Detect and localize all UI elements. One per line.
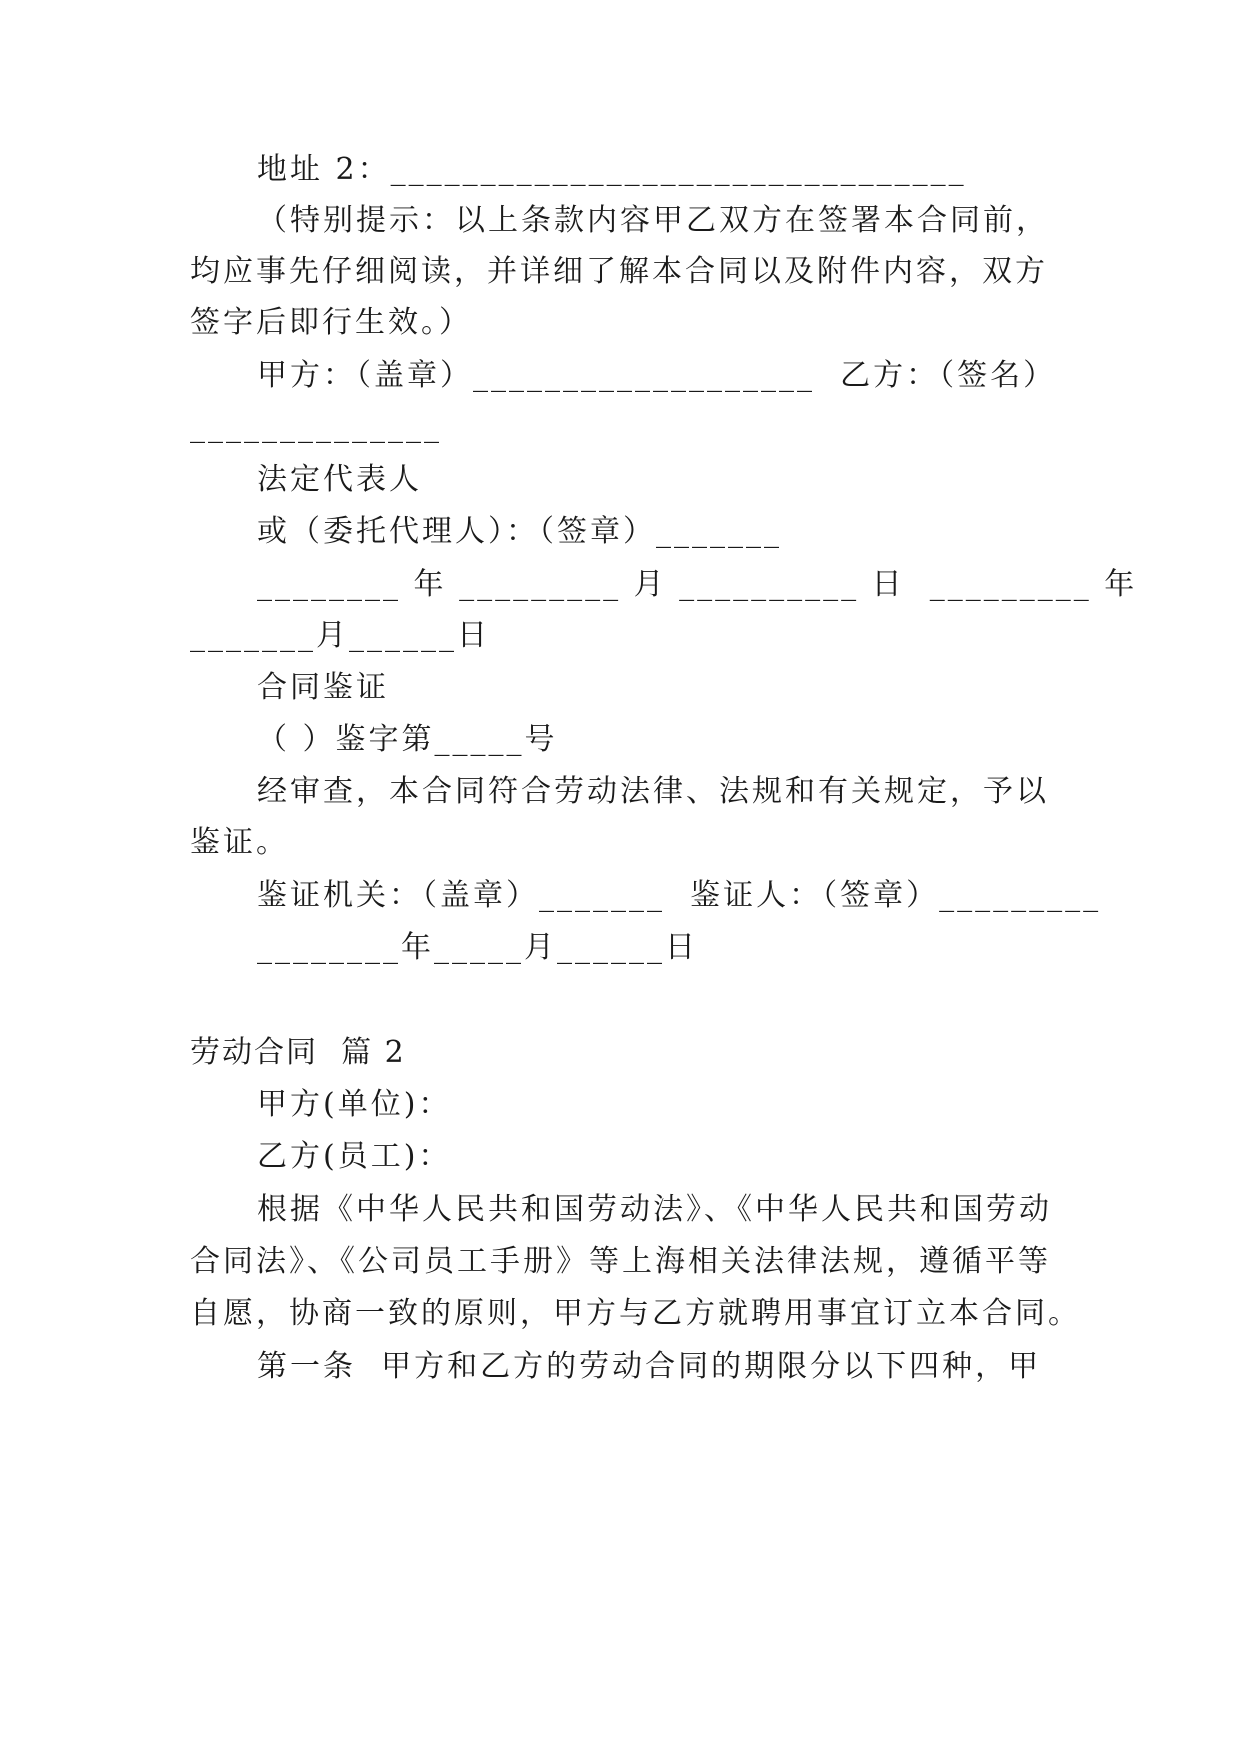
contract-verification-title: 合同鉴证	[257, 670, 389, 705]
special-notice-line-2: 均应事先仔细阅读，并详细了解本合同以及附件内容，双方	[190, 254, 1048, 289]
party-b-signature-blank: ______________	[190, 409, 442, 444]
party-a-unit-line: 甲方(单位)：	[257, 1087, 452, 1122]
date-line-2: _______月______日	[190, 618, 490, 653]
basis-paragraph-line-2: 合同法》、《公司员工手册》等上海相关法律法规，遵循平等	[190, 1244, 1051, 1279]
legal-representative-label: 法定代表人	[257, 462, 422, 497]
special-notice-line-1: （特别提示：以上条款内容甲乙双方在签署本合同前，	[257, 203, 1049, 238]
address-2-line: 地址 2：________________________________	[257, 152, 967, 187]
verification-authority-line: 鉴证机关：（盖章）_______ 鉴证人：（签章）_________	[257, 878, 1102, 913]
date-line-1: ________ 年 _________ 月 __________ 日 _________ 年	[257, 567, 1138, 602]
verification-number-line: （ ）鉴字第_____号	[257, 722, 558, 757]
authorized-agent-line: 或（委托代理人）：（签章）_______	[257, 514, 782, 549]
basis-paragraph-line-3: 自愿，协商一致的原则，甲方与乙方就聘用事宜订立本合同。	[190, 1296, 1081, 1331]
party-b-employee-line: 乙方(员工)：	[257, 1139, 452, 1174]
verification-statement-line-1: 经审查，本合同符合劳动法律、法规和有关规定，予以	[257, 774, 1049, 809]
verification-date-line: ________年_____月______日	[257, 930, 698, 965]
basis-paragraph-line-1: 根据《中华人民共和国劳动法》、《中华人民共和国劳动	[257, 1192, 1052, 1227]
special-notice-line-3: 签字后即行生效。）	[190, 305, 472, 340]
section-heading: 劳动合同 篇 2	[190, 1035, 406, 1070]
article-one-line: 第一条 甲方和乙方的劳动合同的期限分以下四种，甲	[257, 1349, 1042, 1384]
party-signature-line: 甲方：（盖章）___________________ 乙方：（签名）	[257, 358, 1057, 393]
verification-statement-line-2: 鉴证。	[190, 825, 289, 860]
